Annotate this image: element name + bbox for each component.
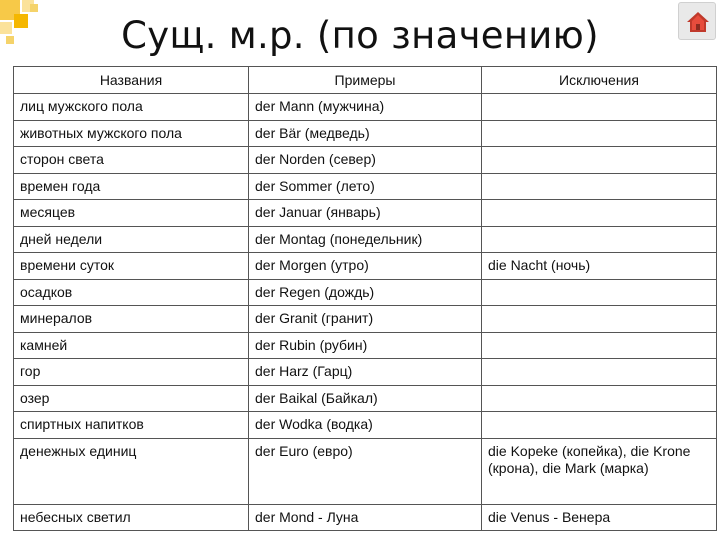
table-row xyxy=(14,226,717,253)
category-cell: озер xyxy=(14,385,249,412)
exception-cell xyxy=(482,279,717,306)
example-cell: der Januar (январь) xyxy=(249,200,482,227)
category-cell: спиртных напитков xyxy=(14,412,249,439)
example-cell: der Morgen (утро) xyxy=(249,253,482,280)
header-names: Названия xyxy=(14,67,249,94)
category-cell: лиц мужского пола xyxy=(14,94,249,121)
page-title: Сущ. м.р. (по значению) xyxy=(121,14,599,57)
category-cell: минералов xyxy=(14,306,249,333)
home-button[interactable] xyxy=(678,2,716,40)
table-row xyxy=(14,385,717,412)
category-cell: месяцев xyxy=(14,200,249,227)
exception-cell xyxy=(482,147,717,174)
table-row xyxy=(14,147,717,174)
exception-cell xyxy=(482,332,717,359)
table-row xyxy=(14,306,717,333)
home-icon xyxy=(685,9,711,35)
example-cell: der Sommer (лето) xyxy=(249,173,482,200)
example-cell: der Granit (гранит) xyxy=(249,306,482,333)
example-cell: der Baikal (Байкал) xyxy=(249,385,482,412)
example-cell: der Wodka (водка) xyxy=(249,412,482,439)
category-cell: времени суток xyxy=(14,253,249,280)
header-examples: Примеры xyxy=(249,67,482,94)
table-row xyxy=(14,120,717,147)
exception-cell: die Kopeke (копейка), die Krone (крона), die Mark (марка) xyxy=(482,438,717,504)
example-cell: der Bär (медведь) xyxy=(249,120,482,147)
category-cell: камней xyxy=(14,332,249,359)
table-row xyxy=(14,359,717,386)
exception-cell xyxy=(482,226,717,253)
category-cell: небесных светил xyxy=(14,504,249,531)
table-row xyxy=(14,253,717,280)
category-cell: денежных единиц xyxy=(14,438,249,504)
category-cell: гор xyxy=(14,359,249,386)
exception-cell xyxy=(482,173,717,200)
table-row xyxy=(14,504,717,531)
exception-cell: die Nacht (ночь) xyxy=(482,253,717,280)
category-cell: сторон света xyxy=(14,147,249,174)
example-cell: der Mond - Луна xyxy=(249,504,482,531)
example-cell: der Euro (евро) xyxy=(249,438,482,504)
example-cell: der Rubin (рубин) xyxy=(249,332,482,359)
table-row xyxy=(14,173,717,200)
corner-decoration xyxy=(0,0,60,50)
exception-cell xyxy=(482,385,717,412)
exception-cell xyxy=(482,359,717,386)
table-row xyxy=(14,412,717,439)
category-cell: времен года xyxy=(14,173,249,200)
exception-cell xyxy=(482,306,717,333)
table-row xyxy=(14,438,717,504)
exception-cell xyxy=(482,200,717,227)
exception-cell: die Venus - Венера xyxy=(482,504,717,531)
table-header-row xyxy=(14,67,717,94)
example-cell: der Norden (север) xyxy=(249,147,482,174)
nouns-table xyxy=(13,66,717,531)
example-cell: der Harz (Гарц) xyxy=(249,359,482,386)
table-row xyxy=(14,200,717,227)
exception-cell xyxy=(482,94,717,121)
exception-cell xyxy=(482,120,717,147)
table-row xyxy=(14,279,717,306)
category-cell: дней недели xyxy=(14,226,249,253)
header-exceptions: Исключения xyxy=(482,67,717,94)
category-cell: животных мужского пола xyxy=(14,120,249,147)
example-cell: der Regen (дождь) xyxy=(249,279,482,306)
example-cell: der Mann (мужчина) xyxy=(249,94,482,121)
table-row xyxy=(14,94,717,121)
table-row xyxy=(14,332,717,359)
category-cell: осадков xyxy=(14,279,249,306)
example-cell: der Montag (понедельник) xyxy=(249,226,482,253)
exception-cell xyxy=(482,412,717,439)
